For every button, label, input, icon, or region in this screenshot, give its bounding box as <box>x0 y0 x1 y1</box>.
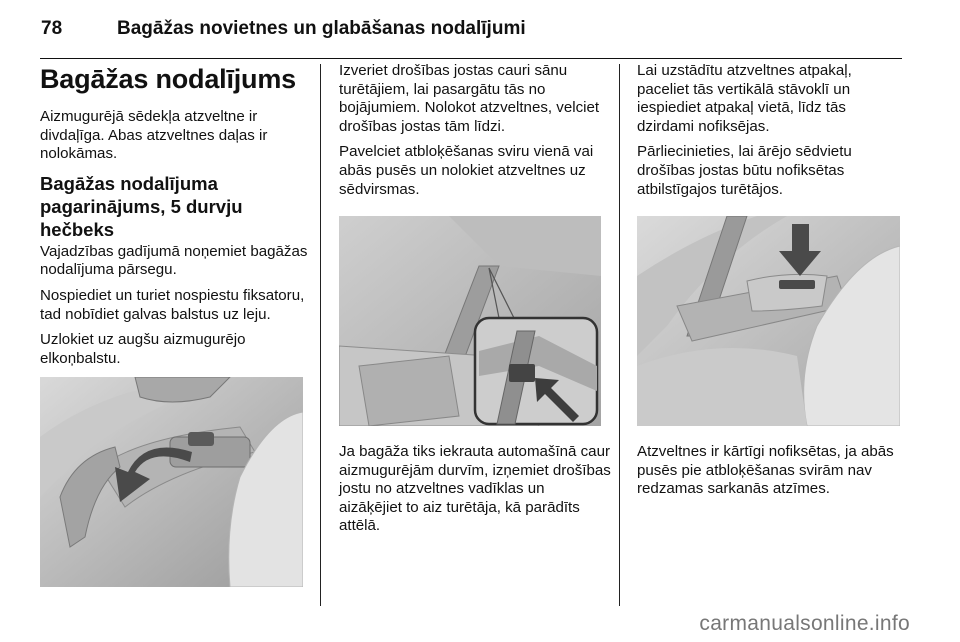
watermark: carmanualsonline.info <box>699 612 910 635</box>
page-number: 78 <box>41 18 63 39</box>
column-divider-1 <box>320 64 321 606</box>
paragraph: Izveriet drošības jostas cauri sānu turētājiem, lai pasargātu tās no bojājumiem. Nolokot atzveltnes, velciet drošības jostas tām līdzi. <box>339 62 600 135</box>
column-3-bottom <box>637 443 899 506</box>
column-1 <box>40 62 310 375</box>
column-3 <box>637 62 899 206</box>
column-2 <box>339 62 611 206</box>
backrest-lock-illustration <box>637 216 900 426</box>
paragraph: Uzlokiet uz augšu aizmugurējo elkoņbalstu. <box>40 331 246 367</box>
paragraph: Nospiediet un turiet nospiestu fiksatoru, tad nobīdiet galvas balstus uz leju. <box>40 286 305 323</box>
header-rule <box>40 58 902 59</box>
intro-paragraph: Aizmugurējā sēdekļa atzveltne ir divdaļīga. Abas atzveltnes daļas ir nolokāmas. <box>40 108 268 163</box>
paragraph: Ja bagāža tiks iekrauta automašīnā caur aizmugurējām durvīm, izņemiet drošības jostu no atzveltnes vadīklas un aizāķējiet to aiz turētāja, kā parādīts attēlā. <box>339 443 611 535</box>
subheading: Bagāžas nodalījuma pagarinājums, 5 durvju hečbeks <box>40 172 243 240</box>
column-2-bottom <box>339 443 611 543</box>
paragraph: Lai uzstādītu atzveltnes atpakaļ, paceliet tās vertikālā stāvoklī un iespiediet atpakaļ vietā, līdz tās dzirdami nofiksējas. <box>637 62 852 135</box>
paragraph: Pavelciet atbloķēšanas sviru vienā vai abās pusēs un nolokiet atzveltnes uz sēdvirsmas. <box>339 143 594 198</box>
column-divider-2 <box>619 64 620 606</box>
paragraph: Atzveltnes ir kārtīgi nofiksētas, ja abās pusēs pie atbloķēšanas svirām nav redzamas sarkanās atzīmes. <box>637 443 894 498</box>
headrest-illustration <box>40 377 303 587</box>
section-title: Bagāžas nodalījums <box>40 64 296 94</box>
running-title: Bagāžas novietnes un glabāšanas nodalījumi <box>117 18 526 39</box>
paragraph: Vajadzības gadījumā noņemiet bagāžas nodalījuma pārsegu. <box>40 242 308 279</box>
paragraph: Pārliecinieties, lai ārējo sēdvietu drošības jostas būtu nofiksētas atbilstīgajos turētājos. <box>637 143 852 198</box>
belt-guide-illustration <box>339 216 601 426</box>
